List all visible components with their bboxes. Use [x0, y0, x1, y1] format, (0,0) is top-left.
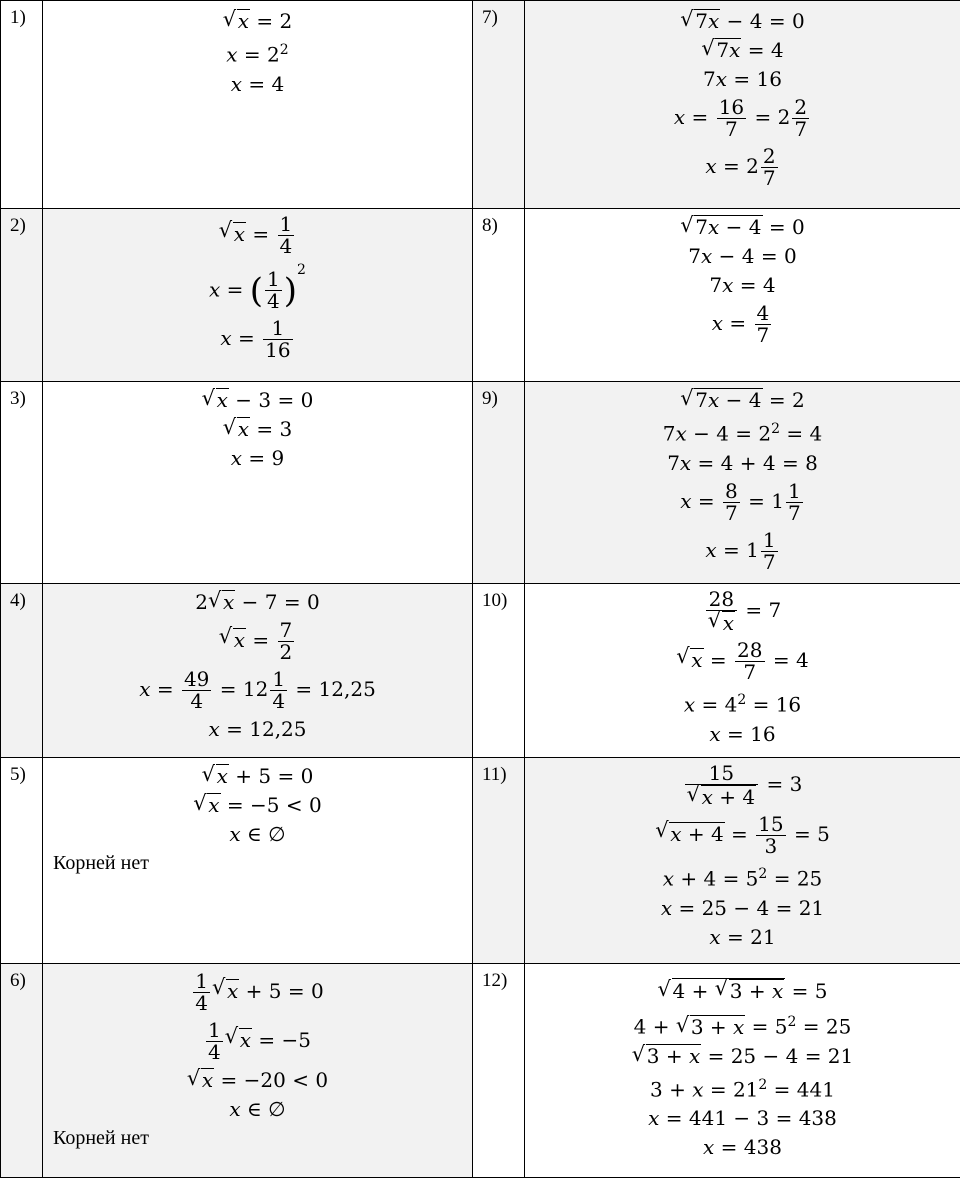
problem-number: 11) — [473, 758, 525, 964]
equation-line: 4 + √ $3 + x = 5^2 = 25$ — [525, 1008, 960, 1042]
solution-cell — [525, 209, 960, 382]
solution-cell — [525, 964, 960, 1178]
problem-number: 8) — [473, 209, 525, 382]
equation-line: √ x = $\frac{1}{4}$ — [43, 211, 472, 260]
equation-line: x = 4 — [230, 71, 285, 96]
equation-line: x = $\frac{16}{7}$ = 2 $\frac{2}{7}$ — [673, 95, 808, 141]
solution-cell — [43, 758, 473, 964]
table-row — [1, 1, 960, 209]
equation-line: √ x = 2 — [43, 7, 472, 36]
problem-number: 6) — [1, 964, 43, 1178]
equation-line: √ x + 4 = $\frac{15}{3}$ = 5 — [525, 811, 960, 860]
equation-line: x = ( $\frac{1}{4}$ )$^2$ — [209, 262, 306, 314]
equation-line: x = 438 — [703, 1135, 782, 1160]
equation-line: 7x = 16 — [703, 67, 782, 91]
equation-line: √ x = −5 < 0 — [43, 791, 472, 820]
equation-line: $x = 2^2$ — [226, 42, 289, 67]
equation-line: √ 3 + x = 25 − 4 = 21 — [525, 1042, 960, 1071]
no-roots-note: Корней нет — [53, 852, 149, 874]
table-row — [1, 382, 960, 584]
equation-line: $7x - 4 = 2^2 = 4$ — [662, 421, 823, 446]
equation-line: √ x − 3 = 0 — [43, 386, 472, 415]
equation-line: √ 7x − 4 = 0 — [525, 7, 960, 36]
solution-cell — [525, 1, 960, 209]
no-roots-note: Корней нет — [53, 1127, 149, 1149]
problem-number: 9) — [473, 382, 525, 584]
equation-line: $\frac{1}{4}$ √ x + 5 = 0 — [43, 968, 472, 1017]
equation-line: x = $\frac{4}{7}$ — [711, 301, 770, 347]
problem-number: 7) — [473, 1, 525, 209]
equation-line: √ x = −20 < 0 — [43, 1066, 472, 1095]
solution-cell — [525, 584, 960, 758]
equation-line: √ x = $\frac{7}{2}$ — [43, 617, 472, 666]
problem-number: 10) — [473, 584, 525, 758]
table-row — [1, 964, 960, 1178]
equation-line: √ x = $\frac{28}{7}$ = 4 — [525, 637, 960, 686]
equation-line: x ∈ ∅ — [229, 1097, 286, 1121]
equation-line: x = 441 − 3 = 438 — [648, 1106, 837, 1131]
equation-line: $\frac{1}{4}$ √ x = −5 — [43, 1017, 472, 1066]
problem-number: 2) — [1, 209, 43, 382]
equation-line: $x + 4 = 5^2 = 25$ — [662, 866, 823, 891]
problem-number: 12) — [473, 964, 525, 1178]
table-row — [1, 758, 960, 964]
problem-number: 3) — [1, 382, 43, 584]
solution-cell — [43, 1, 473, 209]
equation-line: x = $\frac{1}{16}$ — [220, 316, 291, 363]
equation-line: 2√ x − 7 = 0 — [43, 588, 472, 617]
table-row — [1, 209, 960, 382]
equation-line: x = 21 — [709, 924, 776, 949]
solution-cell — [43, 964, 473, 1178]
equation-line: 7x = 4 + 4 = 8 — [667, 450, 818, 475]
equation-line: $x = 4^2 = 16$ — [683, 692, 802, 717]
equation-line: √ x = 3 — [43, 415, 472, 444]
solution-cell — [525, 382, 960, 584]
problem-number: 5) — [1, 758, 43, 964]
equation-line: x = 16 — [709, 721, 776, 746]
equation-line: 7x = 4 — [709, 273, 776, 297]
solution-cell — [43, 382, 473, 584]
equation-line: 28 √ x = 7 — [525, 586, 960, 637]
equation-line: $3 + x = 21^2 = 441$ — [650, 1076, 835, 1102]
equation-line: x = 25 − 4 = 21 — [660, 895, 825, 920]
equation-line: √ 7x = 4 — [525, 36, 960, 65]
equation-line: √ 7x − 4 = 2 — [525, 386, 960, 415]
equation-line: x = 9 — [230, 446, 285, 470]
table-row — [1, 584, 960, 758]
equation-line: x = 2 $\frac{2}{7}$ — [705, 144, 776, 190]
equation-line: x = 12,25 — [208, 717, 307, 741]
solution-cell — [43, 209, 473, 382]
equation-line: √ x + 5 = 0 — [43, 762, 472, 791]
equation-line: x = $\frac{49}{4}$ = 12 $\frac{1}{4}$ = 12,25 — [139, 667, 376, 713]
equation-line: x = 1 $\frac{1}{7}$ — [705, 527, 776, 574]
solution-cell — [43, 584, 473, 758]
problem-number: 1) — [1, 1, 43, 209]
equation-line: 15 √ x + 4 = 3 — [525, 760, 960, 811]
equation-line: 7x − 4 = 0 — [688, 244, 797, 268]
equation-line: √ 7x − 4 = 0 — [525, 213, 960, 242]
equation-line: x = $\frac{8}{7}$ = 1 $\frac{1}{7}$ — [680, 478, 801, 525]
solution-cell — [525, 758, 960, 964]
equation-line: √ 4 + √ 3 + x = 5 — [525, 974, 960, 1008]
equation-line: x ∈ ∅ — [229, 822, 286, 846]
problem-number: 4) — [1, 584, 43, 758]
